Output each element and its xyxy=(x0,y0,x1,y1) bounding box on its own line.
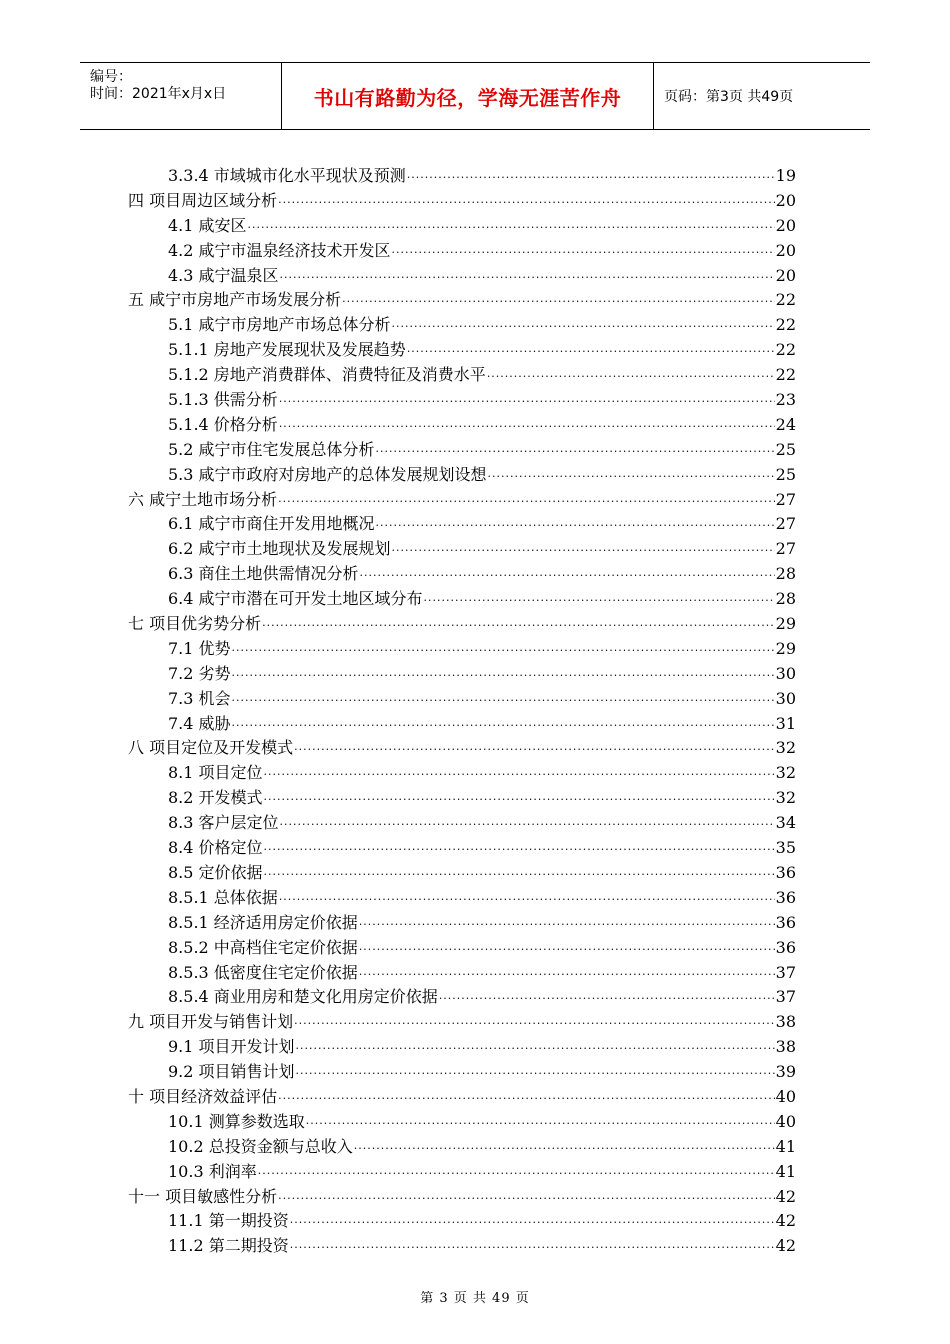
toc-entry-page: 40 xyxy=(775,1111,796,1131)
toc-entry-title: 7.2 劣势 xyxy=(168,663,231,683)
toc-entry-title: 六 咸宁土地市场分析 xyxy=(128,489,278,509)
toc-leader-dots xyxy=(359,943,775,956)
toc-leader-dots xyxy=(294,1017,775,1030)
document-time-label: 时间：2021年x月x日 xyxy=(90,86,227,102)
toc-entry[interactable] xyxy=(128,437,796,462)
toc-entry-page: 41 xyxy=(775,1161,796,1181)
toc-leader-dots xyxy=(407,171,775,184)
toc-entry-page: 30 xyxy=(775,688,796,708)
toc-entry-page: 27 xyxy=(775,489,796,509)
toc-entry[interactable] xyxy=(128,263,796,288)
toc-leader-dots xyxy=(424,594,775,607)
header-motto-cell xyxy=(282,63,654,129)
toc-entry-title: 十 项目经济效益评估 xyxy=(128,1086,278,1106)
table-of-contents xyxy=(128,163,796,1258)
toc-leader-dots xyxy=(258,1167,775,1180)
toc-entry-title: 8.5.1 总体依据 xyxy=(168,887,278,907)
toc-leader-dots xyxy=(376,445,775,458)
toc-entry-title: 4.1 咸安区 xyxy=(168,215,247,235)
toc-entry[interactable] xyxy=(128,760,796,785)
toc-entry-page: 25 xyxy=(775,464,796,484)
toc-entry-title: 5.3 咸宁市政府对房地产的总体发展规划设想 xyxy=(168,464,487,484)
toc-entry[interactable] xyxy=(128,860,796,885)
toc-entry-page: 31 xyxy=(775,713,796,733)
toc-entry-title: 八 项目定位及开发模式 xyxy=(128,738,294,758)
toc-entry-page: 27 xyxy=(775,514,796,534)
toc-leader-dots xyxy=(264,843,775,856)
toc-entry-title: 五 咸宁市房地产市场发展分析 xyxy=(128,290,342,310)
toc-leader-dots xyxy=(232,694,775,707)
toc-leader-dots xyxy=(232,669,775,682)
page-footer: 第 3 页 共 49 页 xyxy=(420,1291,530,1306)
toc-entry[interactable] xyxy=(128,1109,796,1134)
header-motto: 书山有路勤为径，学海无涯苦作舟 xyxy=(313,85,622,110)
toc-leader-dots xyxy=(290,1241,775,1254)
toc-leader-dots xyxy=(488,470,775,483)
toc-leader-dots xyxy=(439,992,775,1005)
toc-entry-title: 8.5.1 经济适用房定价依据 xyxy=(168,912,358,932)
toc-entry-title: 8.5.4 商业用房和楚文化用房定价依据 xyxy=(168,987,438,1007)
toc-entry[interactable] xyxy=(128,1233,796,1258)
toc-entry-title: 5.1 咸宁市房地产市场总体分析 xyxy=(168,315,391,335)
toc-entry[interactable] xyxy=(128,1184,796,1209)
toc-leader-dots xyxy=(342,295,775,308)
toc-entry-title: 10.1 测算参数选取 xyxy=(168,1111,305,1131)
toc-entry-page: 22 xyxy=(775,365,796,385)
toc-leader-dots xyxy=(360,569,775,582)
toc-leader-dots xyxy=(392,320,775,333)
toc-entry[interactable] xyxy=(128,1059,796,1084)
toc-entry[interactable] xyxy=(128,536,796,561)
toc-entry-page: 29 xyxy=(775,614,796,634)
toc-leader-dots xyxy=(280,271,775,284)
toc-leader-dots xyxy=(392,544,775,557)
toc-entry[interactable] xyxy=(128,810,796,835)
toc-entry-title: 6.1 咸宁市商住开发用地概况 xyxy=(168,514,375,534)
toc-leader-dots xyxy=(279,395,775,408)
toc-leader-dots xyxy=(264,793,775,806)
toc-entry[interactable] xyxy=(128,462,796,487)
toc-entry-page: 32 xyxy=(775,763,796,783)
toc-entry-title: 11.2 第二期投资 xyxy=(168,1236,289,1256)
toc-entry[interactable] xyxy=(128,511,796,536)
toc-entry-page: 27 xyxy=(775,539,796,559)
toc-entry-page: 32 xyxy=(775,738,796,758)
toc-entry-title: 5.2 咸宁市住宅发展总体分析 xyxy=(168,439,375,459)
toc-entry-page: 24 xyxy=(775,414,796,434)
toc-entry[interactable] xyxy=(128,213,796,238)
toc-entry[interactable] xyxy=(128,611,796,636)
toc-entry[interactable] xyxy=(128,636,796,661)
toc-entry[interactable] xyxy=(128,163,796,188)
toc-entry[interactable] xyxy=(128,686,796,711)
toc-entry-page: 19 xyxy=(775,166,796,185)
toc-leader-dots xyxy=(280,818,775,831)
toc-entry[interactable] xyxy=(128,1208,796,1233)
toc-entry-title: 8.3 客户层定位 xyxy=(168,813,279,833)
toc-entry-page: 28 xyxy=(775,564,796,584)
toc-leader-dots xyxy=(354,1142,775,1155)
toc-entry-title: 6.4 咸宁市潜在可开发土地区域分布 xyxy=(168,589,423,609)
toc-entry[interactable] xyxy=(128,711,796,736)
toc-leader-dots xyxy=(376,519,775,532)
toc-entry[interactable] xyxy=(128,362,796,387)
toc-leader-dots xyxy=(278,1092,775,1105)
toc-leader-dots xyxy=(294,743,775,756)
toc-leader-dots xyxy=(487,370,775,383)
toc-entry[interactable] xyxy=(128,735,796,760)
header-meta xyxy=(80,63,282,129)
toc-entry-page: 37 xyxy=(775,962,796,982)
toc-entry-page: 36 xyxy=(775,862,796,882)
toc-entry-title: 3.3.4 市域城市化水平现状及预测 xyxy=(168,166,406,185)
toc-entry-page: 22 xyxy=(775,340,796,360)
toc-leader-dots xyxy=(359,918,775,931)
toc-entry-title: 8.2 开发模式 xyxy=(168,788,263,808)
toc-entry-title: 十一 项目敏感性分析 xyxy=(128,1186,278,1206)
toc-entry[interactable] xyxy=(128,1159,796,1184)
toc-entry-page: 42 xyxy=(775,1186,796,1206)
toc-entry[interactable] xyxy=(128,387,796,412)
toc-entry[interactable] xyxy=(128,287,796,312)
toc-entry-page: 42 xyxy=(775,1211,796,1231)
toc-entry[interactable] xyxy=(128,1134,796,1159)
toc-entry-page: 42 xyxy=(775,1236,796,1256)
toc-entry-page: 41 xyxy=(775,1136,796,1156)
toc-entry-title: 11.1 第一期投资 xyxy=(168,1211,289,1231)
toc-leader-dots xyxy=(359,968,775,981)
toc-entry-title: 5.1.4 价格分析 xyxy=(168,414,278,434)
toc-entry-page: 38 xyxy=(775,1012,796,1032)
toc-entry-page: 39 xyxy=(775,1062,796,1082)
toc-leader-dots xyxy=(232,644,775,657)
toc-leader-dots xyxy=(279,420,775,433)
toc-entry-page: 36 xyxy=(775,887,796,907)
toc-entry[interactable] xyxy=(128,835,796,860)
toc-leader-dots xyxy=(278,495,775,508)
toc-entry[interactable] xyxy=(128,1034,796,1059)
toc-entry-title: 6.3 商住土地供需情况分析 xyxy=(168,564,359,584)
toc-entry-page: 35 xyxy=(775,838,796,858)
toc-leader-dots xyxy=(262,619,775,632)
toc-entry[interactable] xyxy=(128,935,796,960)
toc-entry-page: 20 xyxy=(775,190,796,210)
toc-leader-dots xyxy=(279,893,775,906)
toc-leader-dots xyxy=(392,246,775,259)
toc-entry-title: 8.5.3 低密度住宅定价依据 xyxy=(168,962,358,982)
page-header xyxy=(80,62,870,130)
toc-entry-page: 38 xyxy=(775,1037,796,1057)
toc-entry[interactable] xyxy=(128,188,796,213)
toc-entry-page: 29 xyxy=(775,638,796,658)
toc-entry-title: 6.2 咸宁市土地现状及发展规划 xyxy=(168,539,391,559)
toc-entry[interactable] xyxy=(128,337,796,362)
toc-entry-title: 九 项目开发与销售计划 xyxy=(128,1012,294,1032)
toc-entry-title: 10.3 利润率 xyxy=(168,1161,257,1181)
toc-entry[interactable] xyxy=(128,661,796,686)
toc-entry[interactable] xyxy=(128,1009,796,1034)
toc-entry-title: 七 项目优劣势分析 xyxy=(128,614,262,634)
toc-leader-dots xyxy=(290,1216,775,1229)
toc-entry-title: 7.4 威胁 xyxy=(168,713,231,733)
toc-entry[interactable] xyxy=(128,910,796,935)
toc-entry-page: 20 xyxy=(775,240,796,260)
toc-entry-title: 7.3 机会 xyxy=(168,688,231,708)
header-page-info: 页码：第3页 共49页 xyxy=(664,89,794,105)
toc-entry-title: 4.2 咸宁市温泉经济技术开发区 xyxy=(168,240,391,260)
toc-entry-title: 5.1.1 房地产发展现状及发展趋势 xyxy=(168,340,406,360)
toc-leader-dots xyxy=(248,221,775,234)
toc-entry-page: 28 xyxy=(775,589,796,609)
toc-entry[interactable] xyxy=(128,238,796,263)
toc-leader-dots xyxy=(278,1192,775,1205)
toc-entry-page: 20 xyxy=(775,265,796,285)
toc-entry[interactable] xyxy=(128,312,796,337)
toc-leader-dots xyxy=(306,1117,775,1130)
toc-entry-page: 32 xyxy=(775,788,796,808)
toc-entry-page: 34 xyxy=(775,813,796,833)
toc-leader-dots xyxy=(264,868,775,881)
toc-leader-dots xyxy=(278,196,775,209)
toc-entry-title: 8.1 项目定位 xyxy=(168,763,263,783)
toc-entry[interactable] xyxy=(128,885,796,910)
toc-entry-title: 8.4 价格定位 xyxy=(168,838,263,858)
toc-leader-dots xyxy=(296,1042,775,1055)
toc-entry[interactable] xyxy=(128,960,796,985)
toc-entry[interactable] xyxy=(128,785,796,810)
toc-entry[interactable] xyxy=(128,586,796,611)
toc-entry[interactable] xyxy=(128,561,796,586)
toc-entry-title: 10.2 总投资金额与总收入 xyxy=(168,1136,353,1156)
toc-entry-page: 20 xyxy=(775,215,796,235)
toc-entry-page: 22 xyxy=(775,290,796,310)
toc-entry[interactable] xyxy=(128,487,796,512)
toc-entry-page: 30 xyxy=(775,663,796,683)
toc-entry-title: 9.2 项目销售计划 xyxy=(168,1062,295,1082)
toc-leader-dots xyxy=(407,345,775,358)
toc-entry-title: 8.5.2 中高档住宅定价依据 xyxy=(168,937,358,957)
toc-entry[interactable] xyxy=(128,984,796,1009)
toc-leader-dots xyxy=(232,719,775,732)
toc-entry[interactable] xyxy=(128,1084,796,1109)
toc-entry-page: 40 xyxy=(775,1086,796,1106)
toc-entry-page: 22 xyxy=(775,315,796,335)
toc-leader-dots xyxy=(296,1067,775,1080)
toc-leader-dots xyxy=(264,768,775,781)
toc-entry-page: 36 xyxy=(775,937,796,957)
toc-entry-page: 23 xyxy=(775,390,796,410)
toc-entry-title: 5.1.3 供需分析 xyxy=(168,390,278,410)
toc-entry-title: 7.1 优势 xyxy=(168,638,231,658)
toc-entry-title: 四 项目周边区域分析 xyxy=(128,190,278,210)
toc-entry[interactable] xyxy=(128,412,796,437)
toc-entry-page: 25 xyxy=(775,439,796,459)
toc-entry-title: 9.1 项目开发计划 xyxy=(168,1037,295,1057)
document-number-label: 编号： xyxy=(90,69,132,85)
toc-entry-title: 5.1.2 房地产消费群体、消费特征及消费水平 xyxy=(168,365,486,385)
header-page-info-cell xyxy=(654,63,870,129)
toc-entry-title: 8.5 定价依据 xyxy=(168,862,263,882)
toc-entry-page: 37 xyxy=(775,987,796,1007)
toc-entry-title: 4.3 咸宁温泉区 xyxy=(168,265,279,285)
toc-entry-page: 36 xyxy=(775,912,796,932)
